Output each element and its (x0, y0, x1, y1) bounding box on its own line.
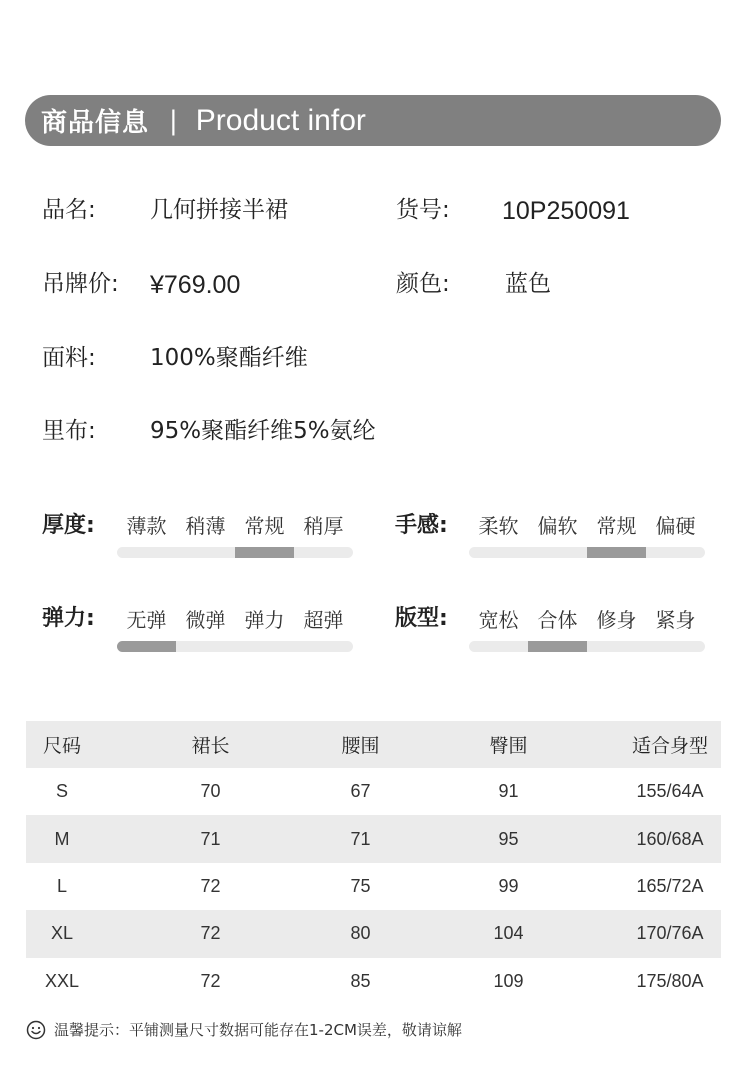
table-cell: 72 (200, 923, 221, 944)
header-title-en: Product infor (195, 103, 366, 137)
header-cell: 腰围 (341, 735, 380, 757)
table-header-row (26, 721, 721, 768)
table-row (26, 910, 721, 957)
tip (26, 1019, 462, 1040)
header-cell: 臀围 (489, 735, 528, 757)
fit-option: 紧身 (655, 608, 696, 632)
header-title-cn: 商品信息 (41, 108, 150, 138)
size-table (26, 721, 721, 1005)
elasticity-bar-fill (117, 641, 176, 652)
thickness-bar (117, 547, 353, 558)
tip-text: 温馨提示：平铺测量尺寸数据可能存在1-2CM误差，敬请谅解 (54, 1021, 462, 1039)
fit-option: 宽松 (478, 608, 519, 632)
table-cell: L (56, 875, 67, 896)
feel-option: 常规 (596, 514, 637, 538)
lining-value: 95%聚酯纤维5%氨纶 (150, 418, 376, 444)
thickness-bar-fill (235, 547, 294, 558)
thickness-options (117, 516, 353, 536)
table-cell: 80 (350, 923, 371, 944)
name-value: 几何拼接半裙 (150, 197, 288, 223)
table-row (26, 958, 721, 1005)
header-cell: 尺码 (42, 735, 81, 757)
elasticity-option: 无弹 (126, 608, 167, 632)
elasticity-options (117, 610, 353, 630)
table-cell: 67 (350, 781, 371, 802)
table-cell: XL (50, 923, 74, 944)
table-cell: 71 (200, 828, 221, 849)
table-row (26, 863, 721, 910)
price-label: 吊牌价: (42, 271, 119, 297)
feel-options (469, 516, 705, 536)
elasticity-bar (117, 641, 353, 652)
header-separator: | (169, 105, 178, 136)
feel-label: 手感: (395, 513, 448, 538)
fit-label: 版型: (395, 606, 448, 631)
fit-bar-fill (528, 641, 587, 652)
table-cell: 95 (498, 828, 519, 849)
table-cell: M (54, 828, 70, 849)
table-cell: 160/68A (636, 828, 704, 849)
table-cell: 85 (350, 970, 371, 991)
table-cell: 109 (493, 970, 524, 991)
thickness-option: 稍薄 (185, 514, 226, 538)
sku-label: 货号: (396, 197, 450, 223)
table-row (26, 815, 721, 862)
header-cell: 裙长 (191, 735, 230, 757)
table-row (26, 768, 721, 815)
price-value: ¥769.00 (150, 271, 241, 299)
thickness-option: 稍厚 (303, 514, 344, 538)
table-cell: 72 (200, 970, 221, 991)
table-cell: 175/80A (636, 970, 704, 991)
sku-value: 10P250091 (502, 197, 630, 225)
table-cell: 71 (350, 828, 371, 849)
fit-option: 修身 (596, 608, 637, 632)
color-value: 蓝色 (505, 271, 551, 297)
table-cell: 104 (493, 923, 524, 944)
name-label: 品名: (42, 197, 96, 223)
lining-label: 里布: (42, 418, 96, 444)
feel-bar-fill (587, 547, 646, 558)
thickness-option: 薄款 (126, 514, 167, 538)
table-cell: 75 (350, 875, 371, 896)
table-cell: 165/72A (636, 875, 704, 896)
feel-option: 偏软 (537, 514, 578, 538)
thickness-option: 常规 (244, 514, 285, 538)
smile-icon (26, 1020, 46, 1040)
table-cell: 91 (498, 781, 519, 802)
fit-bar (469, 641, 705, 652)
table-cell: XXL (44, 970, 80, 991)
elasticity-label: 弹力: (42, 606, 95, 631)
section-header (25, 95, 721, 146)
table-cell: 99 (498, 875, 519, 896)
elasticity-option: 超弹 (303, 608, 344, 632)
table-cell: 70 (200, 781, 221, 802)
color-label: 颜色: (396, 271, 450, 297)
fabric-value: 100%聚酯纤维 (150, 345, 308, 371)
thickness-label: 厚度: (42, 513, 95, 538)
elasticity-option: 微弹 (185, 608, 226, 632)
fit-options (469, 610, 705, 630)
feel-option: 柔软 (478, 514, 519, 538)
table-cell: 170/76A (636, 923, 704, 944)
feel-option: 偏硬 (655, 514, 696, 538)
table-cell: S (55, 781, 68, 802)
table-cell: 155/64A (636, 781, 704, 802)
fit-option: 合体 (537, 608, 578, 632)
table-cell: 72 (200, 875, 221, 896)
feel-bar (469, 547, 705, 558)
fabric-label: 面料: (42, 345, 96, 371)
header-cell: 适合身型 (631, 735, 708, 757)
elasticity-option: 弹力 (244, 608, 285, 632)
